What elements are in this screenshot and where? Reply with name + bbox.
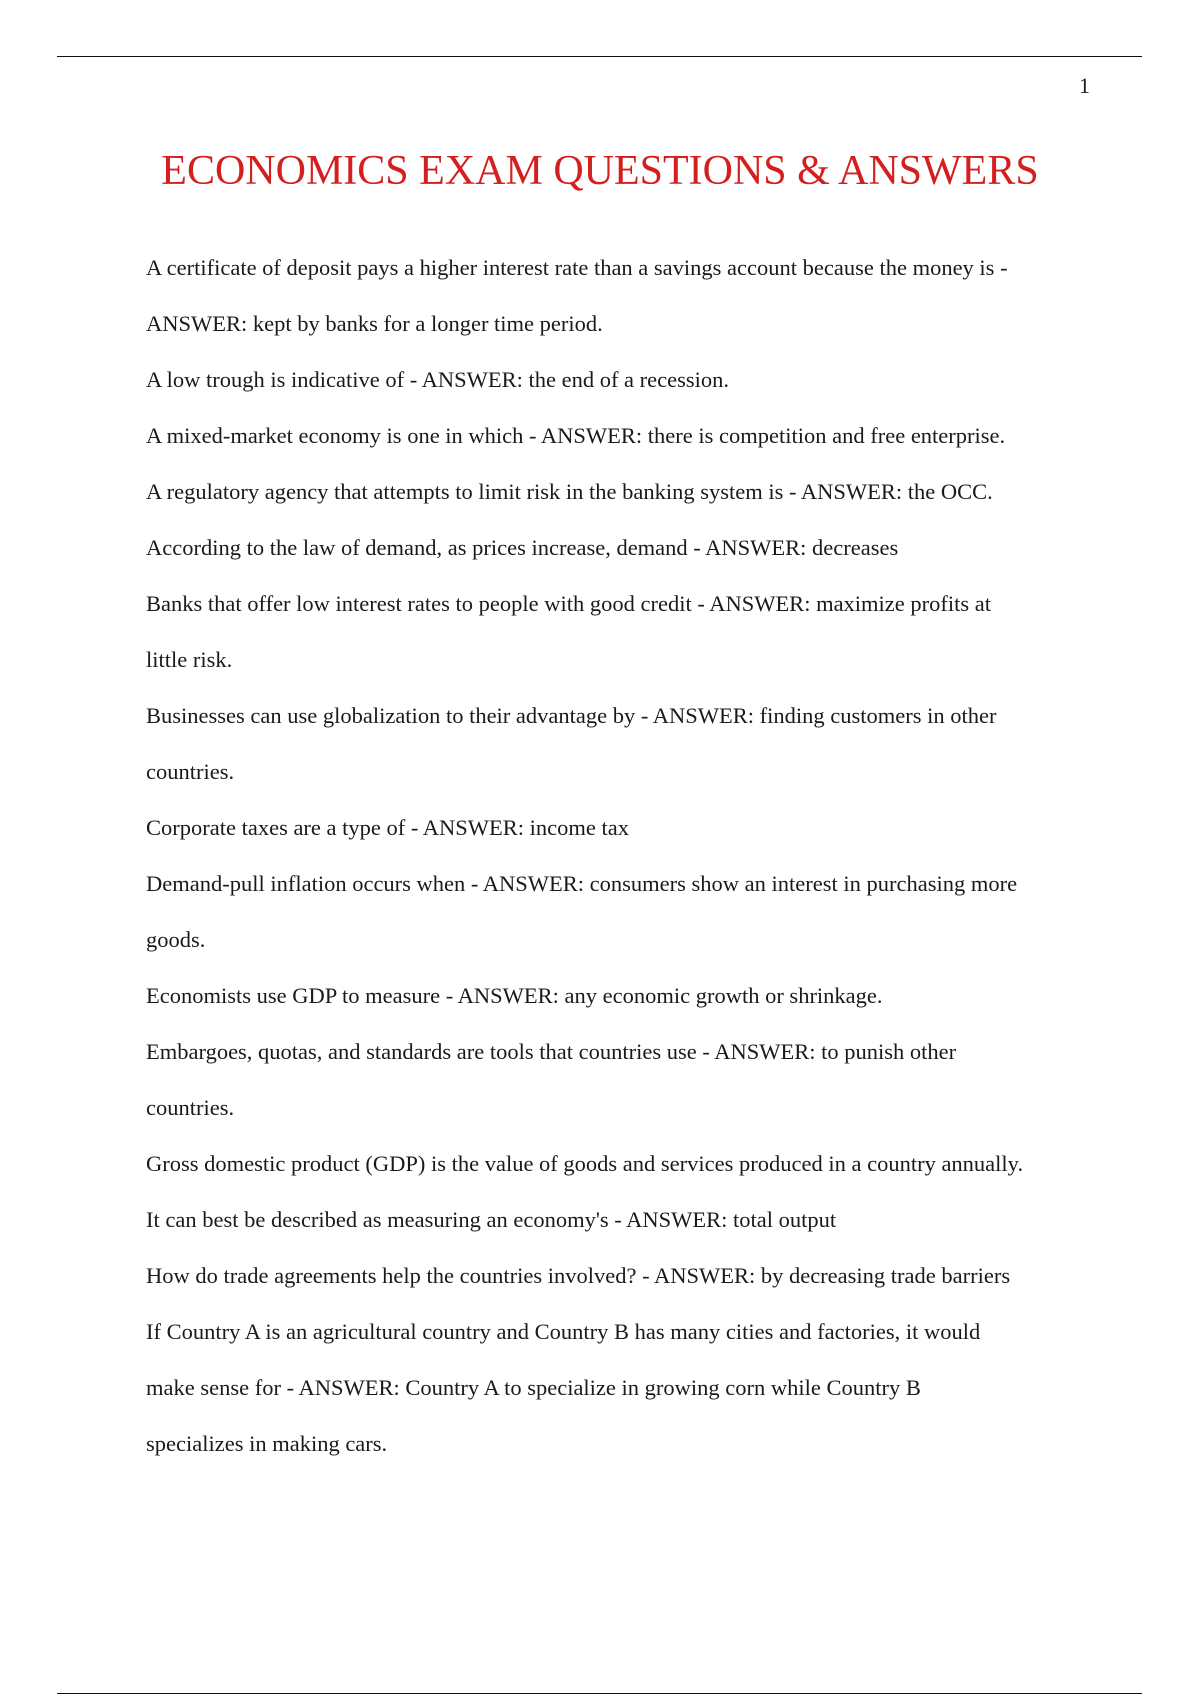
qa-text-line: Businesses can use globalization to their advantage by - ANSWER: finding customers in other <box>146 703 997 728</box>
qa-text-line: Demand-pull inflation occurs when - ANSWER: consumers show an interest in purchasing more <box>146 871 1018 896</box>
page-title: ECONOMICS EXAM QUESTIONS & ANSWERS <box>161 148 1039 194</box>
qa-text-line: ANSWER: kept by banks for a longer time period. <box>146 311 603 336</box>
qa-text-line: little risk. <box>146 647 233 672</box>
qa-text-line: A certificate of deposit pays a higher interest rate than a savings account because the money is - <box>146 255 1008 280</box>
header-rule <box>57 56 1142 57</box>
qa-text-line: It can best be described as measuring an economy's - ANSWER: total output <box>146 1207 837 1232</box>
qa-text-line: goods. <box>146 927 206 952</box>
page-number: 1 <box>1079 73 1090 98</box>
qa-text-line: Banks that offer low interest rates to people with good credit - ANSWER: maximize profits at <box>146 591 992 616</box>
qa-text-line: countries. <box>146 759 235 784</box>
qa-text-line: specializes in making cars. <box>146 1431 388 1456</box>
qa-text-line: How do trade agreements help the countries involved? - ANSWER: by decreasing trade barriers <box>146 1263 1011 1288</box>
qa-text-line: Embargoes, quotas, and standards are tools that countries use - ANSWER: to punish other <box>146 1039 957 1064</box>
qa-list <box>146 240 1096 1472</box>
qa-text-line: Economists use GDP to measure - ANSWER: any economic growth or shrinkage. <box>146 983 883 1008</box>
qa-text-line: make sense for - ANSWER: Country A to specialize in growing corn while Country B <box>146 1375 921 1400</box>
qa-text-line: countries. <box>146 1095 235 1120</box>
qa-text-line: If Country A is an agricultural country and Country B has many cities and factories, it would <box>146 1319 981 1344</box>
qa-text-line: A low trough is indicative of - ANSWER: the end of a recession. <box>146 367 730 392</box>
qa-text-line: Gross domestic product (GDP) is the value of goods and services produced in a country annually. <box>146 1151 1024 1176</box>
qa-text-line: According to the law of demand, as prices increase, demand - ANSWER: decreases <box>146 535 899 560</box>
qa-text-line: A mixed-market economy is one in which - ANSWER: there is competition and free enterprise. <box>146 423 1006 448</box>
footer-rule <box>57 1693 1142 1694</box>
qa-text-line: Corporate taxes are a type of - ANSWER: income tax <box>146 815 629 840</box>
qa-text-line: A regulatory agency that attempts to limit risk in the banking system is - ANSWER: the OCC. <box>146 479 993 504</box>
